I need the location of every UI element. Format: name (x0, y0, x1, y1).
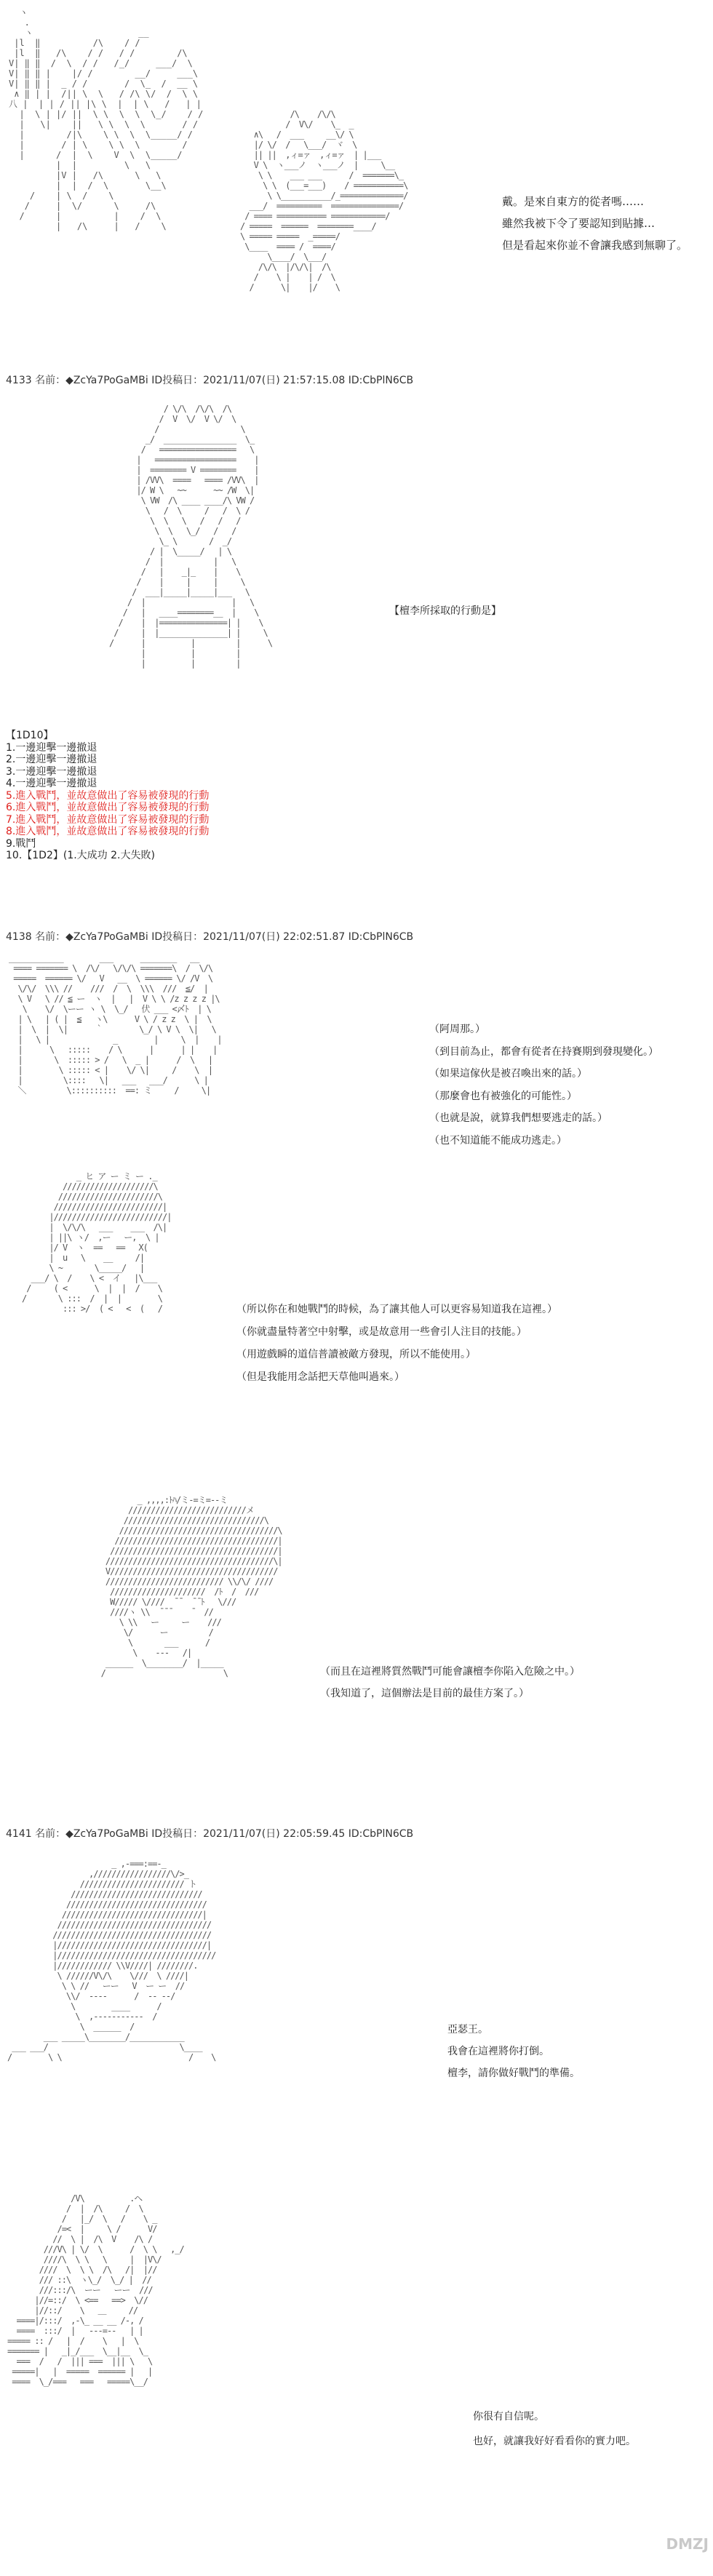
ascii-art-figure-boy-closeup: ____________ ___ ________ __ ==== ======= \ /\/ \/\/\ =======\ / \/\ ===== ====== \/ V __ \ ====== \/ /V \ \/\/ \\\ // /// / \ \\\ /// ≦/ | \ V \ // ≦ ー ヽ | | V \ \ /z z z z |\ \ \/ \ーー ヽ \ \_/ 伏 ___ <〆ﾄ | \ | \ | ( | ≦ ヽ\ V \ / z z \ | \ | \ | \| ｀ \_/ \ V \ \| \ | \ | _ | \ | | | \ ::::: / \ | | | | | \ ::::: > / \ _ | / \ | | \ ::::: < | \/ \| / \ | | \:::: \| ___ ___/ \ | ＼ \:::::::::: ==: ミ / \| (9, 953, 222, 1096)
dialogue-line: 你很有自信呢。 (473, 2411, 544, 2423)
dialogue-line: （到目前為止，都會有從者在持賽期到發現變化。） (429, 1045, 658, 1058)
option-7: 7.進入戰鬥，並故意做出了容易被發現的行動 (6, 813, 210, 826)
option-4: 4.一邊迎擊一邊撤退 (6, 778, 97, 789)
dialogue-line: （你就盡量特著空中射擊，或是故意用一些會引人注目的技能。） (236, 1326, 527, 1338)
ascii-art-figure-saber-closeup: /V\ .ヘ / | /\ / \ / |_/ \ / \ _ /=< | \ / V/ // \ | /\ V /\ / ///V\ | \/ \ / \ \ ,_/ ////\ \ \ \ | |V\/ //// \ \ \ /\ /| |// /// ::\ ヽ\_/ \_/ | // ///:::/\ ーー ーー /// |//=::/ \ <== ==> \// |//::/ \ ＿ // ====|/:::/ ,-\_ __ __ /-, / ==== :::/ | ---=-- | | ===== :: / | / \ | \ ======= | _|_/___ \__|__ \_ === / / ||| === ||| \ \ =====| | ===== ====== | | ==== \_/=== === =====\__/ (7, 2193, 184, 2387)
caption-action: 【檀李所採取的行動是】 (389, 605, 501, 617)
dialogue-line: （所以你在和她戰鬥的時候，為了讓其他人可以更容易知道我在這裡。） (236, 1304, 557, 1315)
ascii-art-figure-boy-thinking: _ ヒ ア ー ミ ー ._ ////////////////////\ //////////////////////\ ////////////////////////| |/////////////////////////| | \/\/\ ___ ___ /\| | ||\ ヽ/ ,ー ー, \ | |/ V ヽ == == X( | u \ __ /| \ ~ \_____/ | ___/ \ / \ < イ |\___ / ( < \ | | / \ / \ ::: / | | \ ::: >/ ( < < ( / (22, 1171, 172, 1314)
dialogue-line: （但是我能用念話把天草他叫過來。） (236, 1371, 405, 1383)
panel-1 (0, 0, 713, 371)
ascii-art-figure-dark-hair: _ ,,,,:ﾄﾊ/ミ-=ミ=--ミ //////////////////////////メ ///////////////////////////////\ ///////////////////////////////////\ ////////////////////////////////////| /////////////////////////////////////| /////////////////////////////////////\| V///////////////////////////////////// ////////////////////////// \\/\/ //// ///////////////////// /ﾄ / /// W///// \//// ̄ ̄ ̄ ̄ ﾄ \/// ////ヽ \\ ̄ ̄ ̄ ̄ // \ \\ ー ー /// \/ ー / \ ___ / \ ‐-‐ /| ______ \________/ |_____ / \ (100, 1495, 282, 1678)
dialogue-line: （用遊戲瞬的道信普讀被敵方發現，所以不能使用。） (236, 1349, 476, 1360)
dialogue-line: 戴。是來自東方的從者嗎…… (502, 195, 645, 208)
option-3: 3.一邊迎擊一邊撤退 (6, 765, 97, 778)
post-4141 (0, 1822, 713, 2576)
dialogue-4141-b (473, 2404, 636, 2454)
dialogue-line: （阿周那。） (429, 1024, 485, 1035)
dice-label: 【1D10】 (6, 730, 54, 741)
dialogue-line: 我會在這裡將你打倒。 (447, 2046, 549, 2057)
post-header: 4133 名前：◆ZcYa7PoGaMBi ID投稿日：2021/11/07(日) 21:57:15.08 ID:CbPlN6CB (6, 375, 414, 386)
dialogue-line: 也好，就讓我好好看看你的實力吧。 (473, 2436, 636, 2447)
dialogue-line: 但是看起來你並不會讓我感到無聊了。 (502, 239, 688, 252)
ascii-art-figure-dark-hair-front: _ ,-===:==-_ ,/////////////////\/>_ /////////////////////// ト ///////////////////////////// /////////////////////////////// ///////////////////////////////| ////////////////////////////////// /////////////////////////////////// |/////////////////////////////////| |/////////////////////////////////// |//////////// \\V////| ////////. \ //////V\/\ \/// \ ////| \ \ // ーー V ー ー // \\/ ---- / -- --/ \ ____ / \ ,----------- / \ ______ / ___ _____\________/____________ ___ ___/ \____ / \ \ / \ (7, 1859, 216, 2062)
ascii-art-figure-boy: / \/\ /\/\ /\ / V \/ V \/ \ / \ _/ ________________ \_ / ================= \ | ================== | | ======== V ======== | | /VV\ ==== ==== /VV\ | |/ W \ ~~ ~~ /W \| \ VW /\ ____ ____/\ VW / \ / \ / / \ / \ \ \ / / / \ \ \_/ / / \_ \ / _/ / | \_____/ | \ / | | \ / | _|_ | \ / | | | \ / ___|_____|_____|___ \ / | | \ / | ____========__ | \ / | |===============| | \ / | |_______________| | \ / | | | \ | | | | | | (109, 404, 273, 669)
dialogue-4138-a (429, 1018, 658, 1152)
option-10: 10.【1D2】(1.大成功 2.大失敗) (6, 850, 155, 861)
dialogue-line: （而且在這裡將質然戰鬥可能會讓檀李你陷入危險之中。） (320, 1666, 580, 1678)
option-5: 5.進入戰鬥，並故意做出了容易被發現的行動 (6, 789, 210, 802)
ascii-art-figure-archer: ヽ . ヽ __ |l ‖ /\ / / |l ‖ /\ / / / / /\ V| ‖ ‖ / \ / / /_/ ___/ \ V| ‖ ‖ | |/ / __/ ___\ V| ‖ ‖ | _ / / / \_ / __ \ ∧ ‖ | | /|| \ \ / /\ \/ / \ \ 八 | | | / || |\ \ | | \ / | | | \ | |/ || \ \ \ \ \_/ / / | \| || \ \ \ \ / / | /|\ \ \ \ \_____/ / | / | \ \ \ \ / | / | \ V \ \_____/ | | \ \ |V | /\ \ \ | | / \ \__\ / | \ / \ / | \/ \ /\ / | | / \ | /\ | / \ (9, 7, 204, 231)
dialogue-panel-1 (502, 191, 688, 256)
option-9: 9.戰鬥 (6, 837, 36, 850)
dialogue-line: （也不知道能不能成功逃走。） (429, 1134, 567, 1147)
dialogue-line: 亞瑟王。 (447, 2024, 488, 2035)
ascii-art-figure-saber: /\ /\/\ / V\/ \_ _ ∧\ / ___ __\/ \ |/ \/ / \___/ ヾ \ || || ,ィ=ァ ,ィ=ァ | |___ V \ ヽ___ノ ヽ___ノ | \__ \ \ ___ ___ / =======\_ \ \ (___=___) / ===========\ \ \___________/_==============/ ___/ ========== ===============/ / ==== =========== ============/ / ===== ====== ========____/ \ ===== ===== _=====/ \____ ==== / ====/ \____/ \___/ /\/\ |/\/\| /\ / \ | | / \ / \| |/ \ (240, 109, 408, 292)
dialogue-line: （我知道了，這個辦法是目前的最佳方案了。） (320, 1688, 529, 1699)
post-header: 4138 名前：◆ZcYa7PoGaMBi ID投稿日：2021/11/07(日) 22:02:51.87 ID:CbPlN6CB (6, 931, 414, 943)
dialogue-4141-a (447, 2019, 580, 2084)
dialogue-line: （那麼會也有被強化的可能性。） (429, 1090, 577, 1102)
dialogue-line: 雖然我被下令了要認知到貼據… (502, 217, 656, 230)
post-header: 4141 名前：◆ZcYa7PoGaMBi ID投稿日：2021/11/07(日) 22:05:59.45 ID:CbPlN6CB (6, 1828, 414, 1840)
post-4133 (0, 364, 713, 938)
option-6: 6.進入戰鬥，並故意做出了容易被發現的行動 (6, 802, 210, 813)
option-2: 2.一邊迎擊一邊撤退 (6, 754, 97, 765)
option-1: 1.一邊迎擊一邊撤退 (6, 741, 97, 754)
dice-options (6, 730, 209, 862)
dmzj-logo-icon: DMZJ (666, 2535, 709, 2553)
dialogue-line: 檀李，請你做好戰鬥的準備。 (447, 2067, 580, 2079)
option-8: 8.進入戰鬥，並故意做出了容易被發現的行動 (6, 826, 210, 837)
dialogue-4138-c (320, 1661, 580, 1704)
dialogue-line: （如果這傢伙是被召喚出來的話。） (429, 1068, 587, 1080)
dialogue-4138-b (236, 1299, 557, 1389)
dialogue-line: （也就是說，就算我們想要逃走的話。） (429, 1112, 608, 1124)
